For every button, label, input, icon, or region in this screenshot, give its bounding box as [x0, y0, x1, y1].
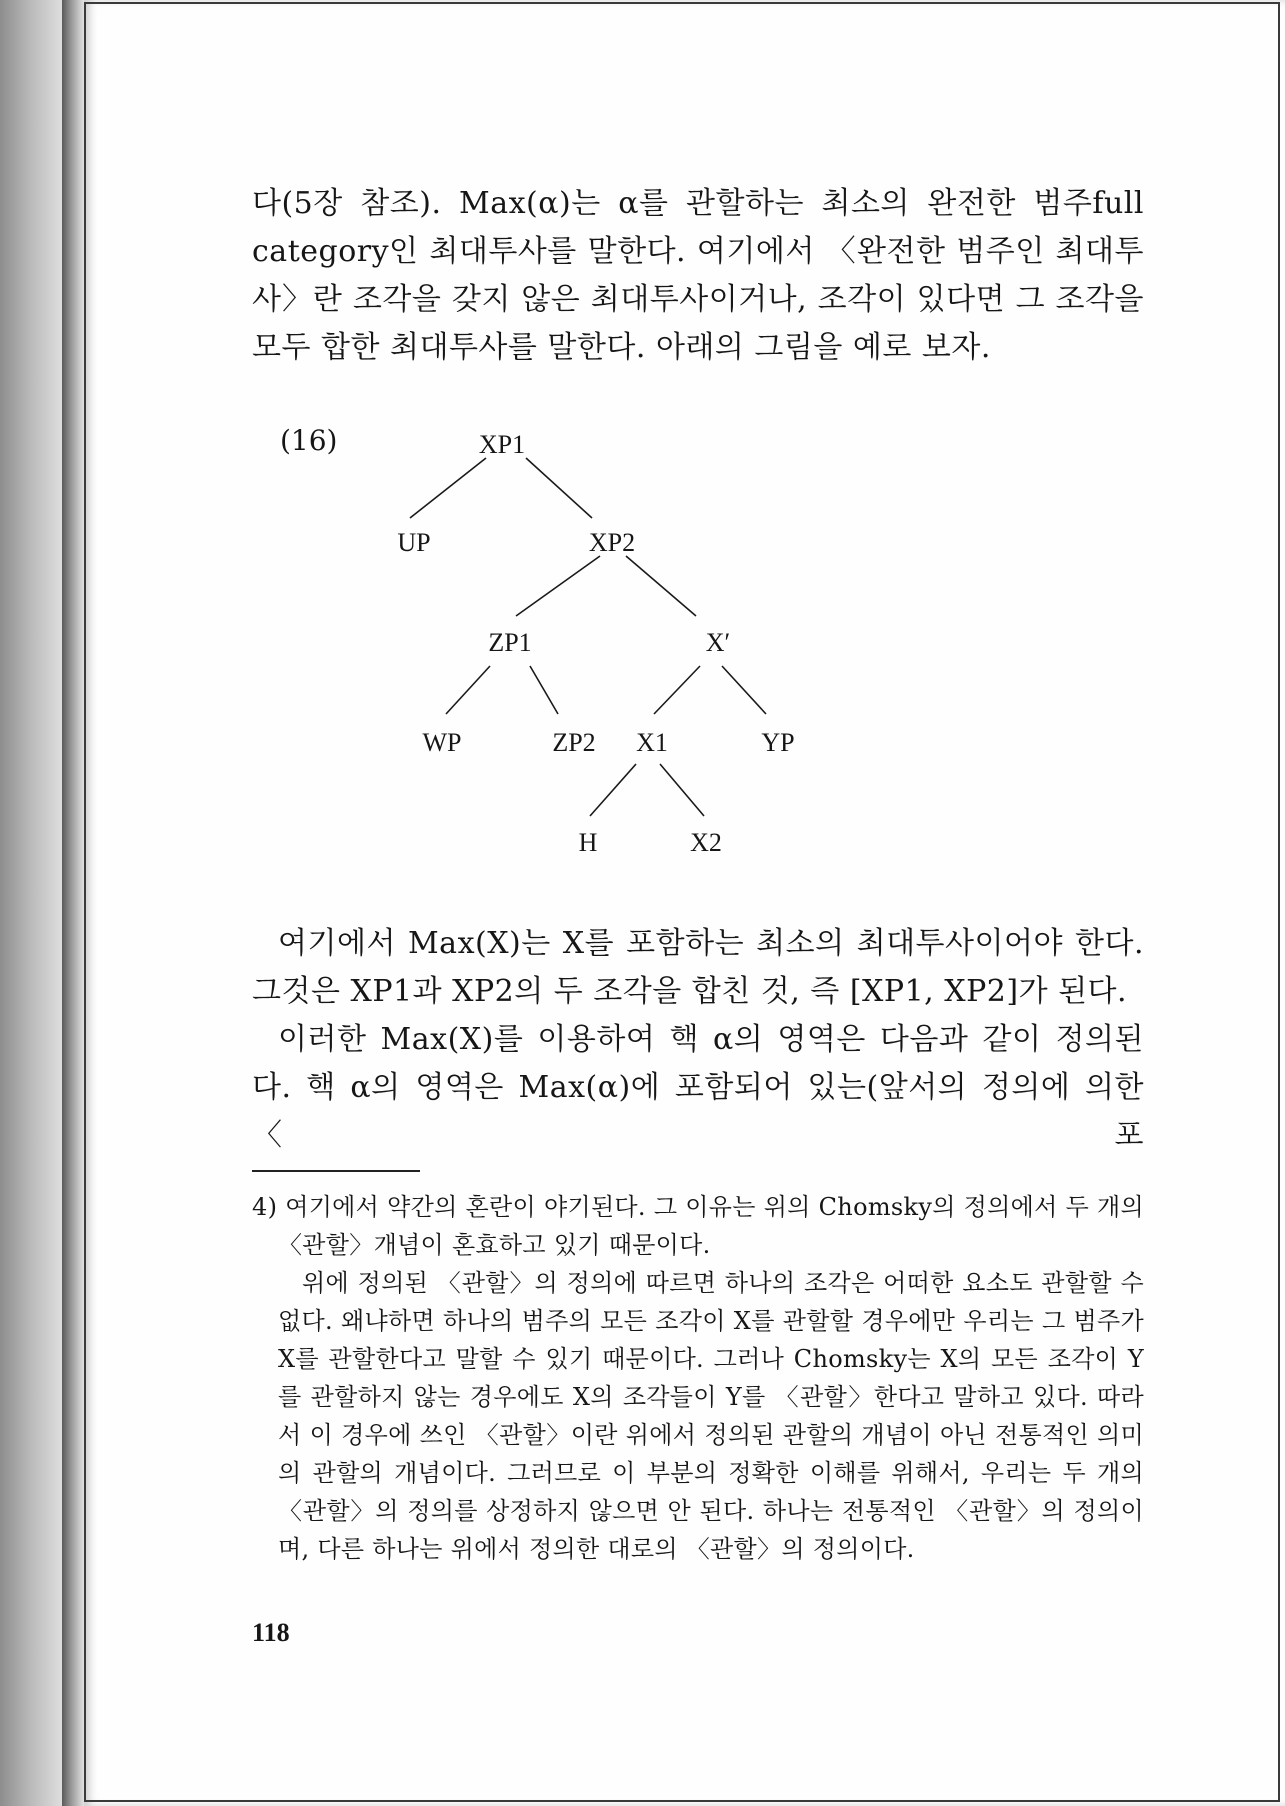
footnote-line-1: 4) 여기에서 약간의 혼란이 야기된다. 그 이유는 위의 Chomsky의 정의에서 두 개의 — [252, 1193, 1144, 1221]
tree-node-x2: X2 — [690, 828, 722, 857]
tree-node-up: UP — [397, 528, 431, 557]
tree-node-x1: X1 — [636, 728, 668, 757]
example-number: (16) — [280, 424, 338, 457]
edge-xp1-up — [410, 458, 486, 518]
edge-xp2-xbar — [626, 556, 696, 616]
paragraph-text: 이러한 Max(X)를 이용하여 핵 α의 영역은 다음과 같이 정의된다. 핵 α의 영역은 Max(α)에 포함되어 있는(앞서의 정의에 의한 〈포 — [252, 1022, 1144, 1153]
footnote-rule — [252, 1170, 420, 1172]
tree-node-zp1: ZP1 — [488, 628, 532, 657]
footnote-line-2: 〈관할〉개념이 혼효하고 있기 때문이다. — [278, 1231, 711, 1259]
edge-x1-x2 — [660, 764, 704, 816]
edge-xbar-x1 — [654, 666, 700, 714]
tree-node-h: H — [578, 828, 598, 857]
tree-node-xp1: XP1 — [478, 430, 526, 459]
edge-xp1-xp2 — [526, 458, 592, 518]
tree-node-xbar: X′ — [705, 628, 731, 657]
paragraph-text: 여기에서 Max(X)는 X를 포함하는 최소의 최대투사이어야 한다. 그것은 XP1과 XP2의 두 조각을 합친 것, 즉 [XP1, XP2]가 된다. — [252, 926, 1144, 1009]
body-paragraph-2 — [252, 920, 1144, 1160]
tree-node-zp2: ZP2 — [552, 728, 596, 757]
syntax-tree-edges — [0, 0, 1285, 900]
footnote-body-text: 위에 정의된 〈관할〉의 정의에 따르면 하나의 조각은 어떠한 요소도 관할할 수 없다. 왜냐하면 하나의 범주의 모든 조각이 X를 관할할 경우에만 우리는 그 범주가 X를 관할한다고 말할 수 있기 때문이다. 그러나 Chomsky는 X의 모든 조각이 Y를 관할하지 않는 경우에도 X의 조각들이 Y를 〈관할〉한다고 말하고 있다. 따라서 이 경우에 쓰인 〈관할〉이란 위에서 정의된 관할의 개념이 아닌 전통적인 의미의 관할의 개념이다. 그러므로 이 부분의 정확한 이해를 위해서, 우리는 두 개의 〈관할〉의 정의를 상정하지 않으면 안 된다. 하나는 전통적인 〈관할〉의 정의이며, 다른 하나는 위에서 정의한 대로의 〈관할〉의 정의이다. — [278, 1269, 1145, 1563]
tree-node-wp: WP — [422, 728, 462, 757]
edge-xp2-zp1 — [516, 556, 600, 616]
paragraph-text: 다(5장 참조). Max(α)는 α를 관할하는 최소의 완전한 범주full category인 최대투사를 말한다. 여기에서 〈완전한 범주인 최대투사〉란 조각을 갖지 않은 최대투사이거나, 조각이 있다면 그 조각을 모두 합한 최대투사를 말한다. 아래의 그림을 예로 보자. — [252, 186, 1144, 365]
edge-x1-h — [590, 764, 636, 816]
edge-zp1-wp — [446, 666, 490, 714]
footnote — [252, 1188, 1144, 1568]
page-number: 118 — [252, 1618, 290, 1647]
edge-xbar-yp — [722, 666, 766, 714]
footnote-body — [252, 1264, 1144, 1568]
tree-node-yp: YP — [761, 728, 795, 757]
tree-node-xp2: XP2 — [588, 528, 636, 557]
edge-zp1-zp2 — [530, 666, 558, 714]
